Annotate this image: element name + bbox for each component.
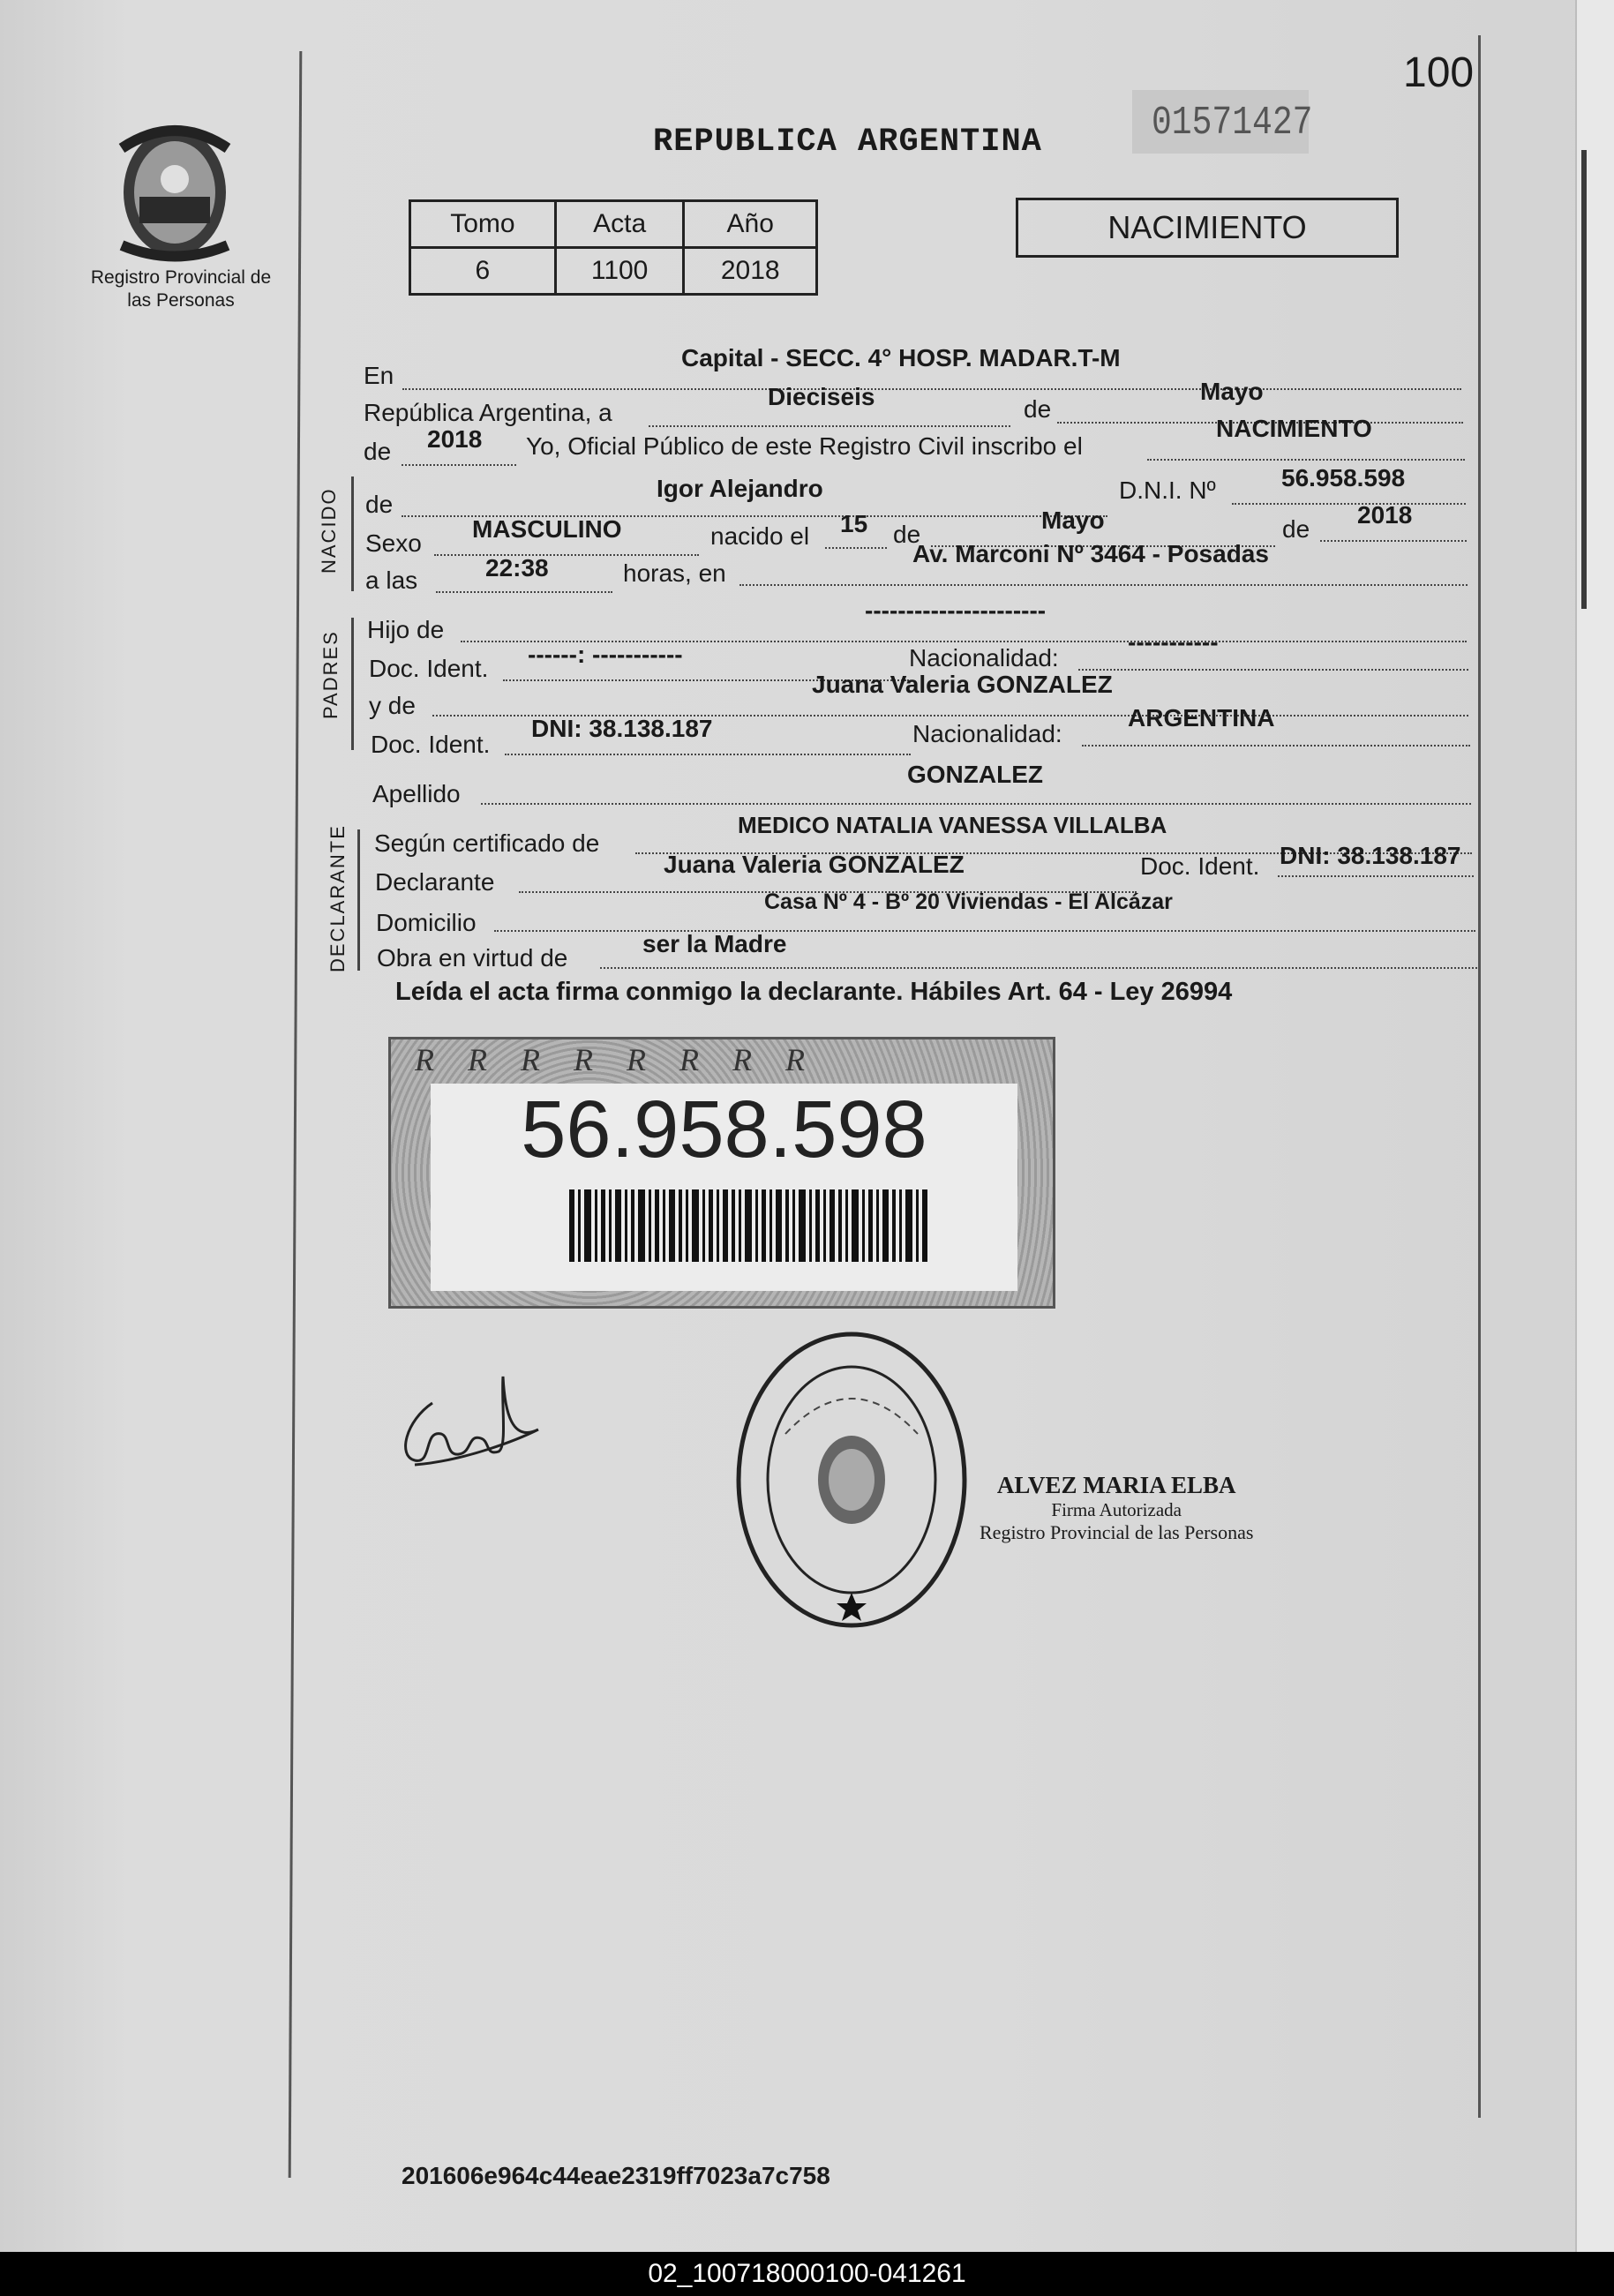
label-de: de: [365, 491, 394, 518]
sticker-letter: R: [468, 1042, 521, 1077]
label-de: de: [1024, 395, 1052, 423]
table-row: [410, 201, 817, 248]
value-dni: 56.958.598: [1281, 464, 1406, 491]
value-certificado: MEDICO NATALIA VANESSA VILLALBA: [738, 812, 1167, 838]
value-nac-dia: 15: [840, 510, 868, 537]
dotted-line: [649, 424, 1010, 427]
value-madre-nac: ARGENTINA: [1128, 704, 1275, 732]
page-edge-shadow: [1581, 150, 1587, 609]
value-anio: 2018: [684, 248, 817, 295]
dotted-line: [481, 801, 1471, 805]
label-horas-en: horas, en: [623, 559, 726, 587]
dotted-line: [1147, 457, 1465, 461]
dotted-line: [1278, 874, 1474, 877]
dotted-line: [1082, 743, 1470, 747]
value-dia: Dieciseis: [768, 383, 875, 410]
label-nacionalidad: Nacionalidad:: [912, 720, 1062, 747]
value-acta: 1100: [555, 248, 684, 295]
header-tomo: Tomo: [410, 201, 556, 248]
label-en: En: [364, 362, 394, 389]
value-declarante-doc: DNI: 38.138.187: [1280, 842, 1461, 869]
value-mes: Mayo: [1200, 378, 1264, 405]
label-yo: Yo, Oficial Público de este Registro Civil inscribo el: [526, 432, 1083, 460]
dotted-line: [402, 386, 1461, 390]
sticker-letter: R: [521, 1042, 574, 1077]
registry-seal-icon: [732, 1328, 971, 1632]
sticker-letter: R: [679, 1042, 732, 1077]
footer-id: 02_100718000100-041261: [0, 2252, 1614, 2296]
nacido-bracket: [351, 476, 354, 591]
value-padre-nac: -----------: [1128, 628, 1219, 656]
label-y-de: y de: [369, 692, 416, 719]
sticker-letter: R: [574, 1042, 627, 1077]
sticker-letter: R: [415, 1042, 468, 1077]
side-label-declarante: DECLARANTE: [327, 824, 349, 972]
logo-caption: Registro Provincial de las Personas: [90, 267, 272, 311]
value-hora: 22:38: [485, 554, 549, 582]
padres-bracket: [351, 618, 354, 750]
label-domicilio: Domicilio: [376, 909, 477, 936]
value-madre-doc: DNI: 38.138.187: [531, 715, 713, 742]
barcode-icon: [569, 1189, 933, 1262]
document-hash: 201606e964c44eae2319ff7023a7c758: [402, 2162, 830, 2189]
dotted-line: [1232, 501, 1466, 505]
label-republica: República Argentina, a: [364, 399, 612, 426]
declarante-bracket: [357, 829, 360, 971]
misiones-coat-of-arms-icon: [104, 113, 245, 263]
table-row: [410, 248, 817, 295]
registry-table: [409, 199, 818, 296]
dotted-line: [600, 965, 1477, 969]
serial-number: 01571427: [1152, 100, 1313, 146]
value-lugar: Capital - SECC. 4° HOSP. MADAR.T-M: [681, 344, 1121, 371]
value-padre: ----------------------: [865, 597, 1047, 624]
value-lugar-nac: Av. Marconi Nº 3464 - Posadas: [912, 540, 1269, 567]
dotted-line: [1320, 538, 1467, 542]
dotted-line: [494, 928, 1475, 932]
label-dni: D.N.I. Nº: [1119, 476, 1216, 504]
value-padre-doc: ------: -----------: [528, 641, 683, 668]
label-nacido-el: nacido el: [710, 522, 810, 550]
dotted-line: [825, 545, 887, 549]
header-anio: Año: [684, 201, 817, 248]
value-anio: 2018: [427, 425, 483, 453]
label-obra: Obra en virtud de: [377, 944, 568, 972]
sticker-letter: R: [785, 1042, 838, 1077]
value-nac-anio: 2018: [1357, 501, 1413, 529]
right-margin-line: [1478, 35, 1481, 2118]
value-madre: Juana Valeria GONZALEZ: [812, 671, 1113, 698]
dotted-line: [434, 552, 699, 556]
closing-statement: Leída el acta firma conmigo la declarante. Hábiles Art. 64 - Ley 26994: [395, 978, 1233, 1006]
dotted-line: [739, 582, 1468, 586]
value-sexo: MASCULINO: [472, 515, 622, 543]
value-nac-mes: Mayo: [1041, 506, 1105, 534]
dotted-line: [436, 589, 612, 593]
dotted-line: [505, 752, 911, 755]
sticker-letter: R: [732, 1042, 785, 1077]
value-domicilio: Casa Nº 4 - Bº 20 Viviendas - El Alcázar: [764, 889, 1173, 914]
label-de: de: [364, 438, 392, 465]
label-hijo-de: Hijo de: [367, 616, 445, 643]
signatory-title: Firma Autorizada: [1051, 1499, 1182, 1520]
label-nacionalidad: Nacionalidad:: [909, 644, 1059, 672]
label-apellido: Apellido: [372, 780, 461, 807]
value-nombre: Igor Alejandro: [657, 475, 823, 502]
value-apellido: GONZALEZ: [907, 761, 1043, 788]
label-de: de: [893, 521, 921, 548]
label-a-las: a las: [365, 566, 418, 594]
label-doc-ident: Doc. Ident.: [1140, 852, 1260, 880]
label-segun: Según certificado de: [374, 829, 600, 857]
label-declarante: Declarante: [375, 868, 495, 896]
act-type-box: NACIMIENTO: [1016, 198, 1399, 258]
value-tomo: 6: [410, 248, 556, 295]
label-doc-ident: Doc. Ident.: [371, 731, 491, 758]
signatory-org: Registro Provincial de las Personas: [980, 1521, 1254, 1543]
sticker-dni-number: 56.958.598: [521, 1084, 927, 1174]
sticker-letter: R: [627, 1042, 679, 1077]
label-doc-ident: Doc. Ident.: [369, 655, 489, 682]
value-obra: ser la Madre: [642, 930, 787, 957]
header-acta: Acta: [555, 201, 684, 248]
dotted-line: [402, 462, 516, 466]
side-label-padres: PADRES: [319, 630, 342, 719]
label-sexo: Sexo: [365, 529, 422, 557]
document-title: REPUBLICA ARGENTINA: [653, 124, 1042, 161]
page-number: 100: [1403, 49, 1475, 96]
signature-image: [397, 1350, 556, 1474]
dotted-line: [1078, 667, 1468, 671]
label-de: de: [1282, 515, 1310, 543]
signatory-name: ALVEZ MARIA ELBA: [996, 1472, 1236, 1498]
value-declarante: Juana Valeria GONZALEZ: [664, 851, 965, 878]
value-acto: NACIMIENTO: [1216, 415, 1372, 442]
signatory-block: [980, 1472, 1253, 1544]
side-label-nacido: NACIDO: [318, 487, 340, 574]
